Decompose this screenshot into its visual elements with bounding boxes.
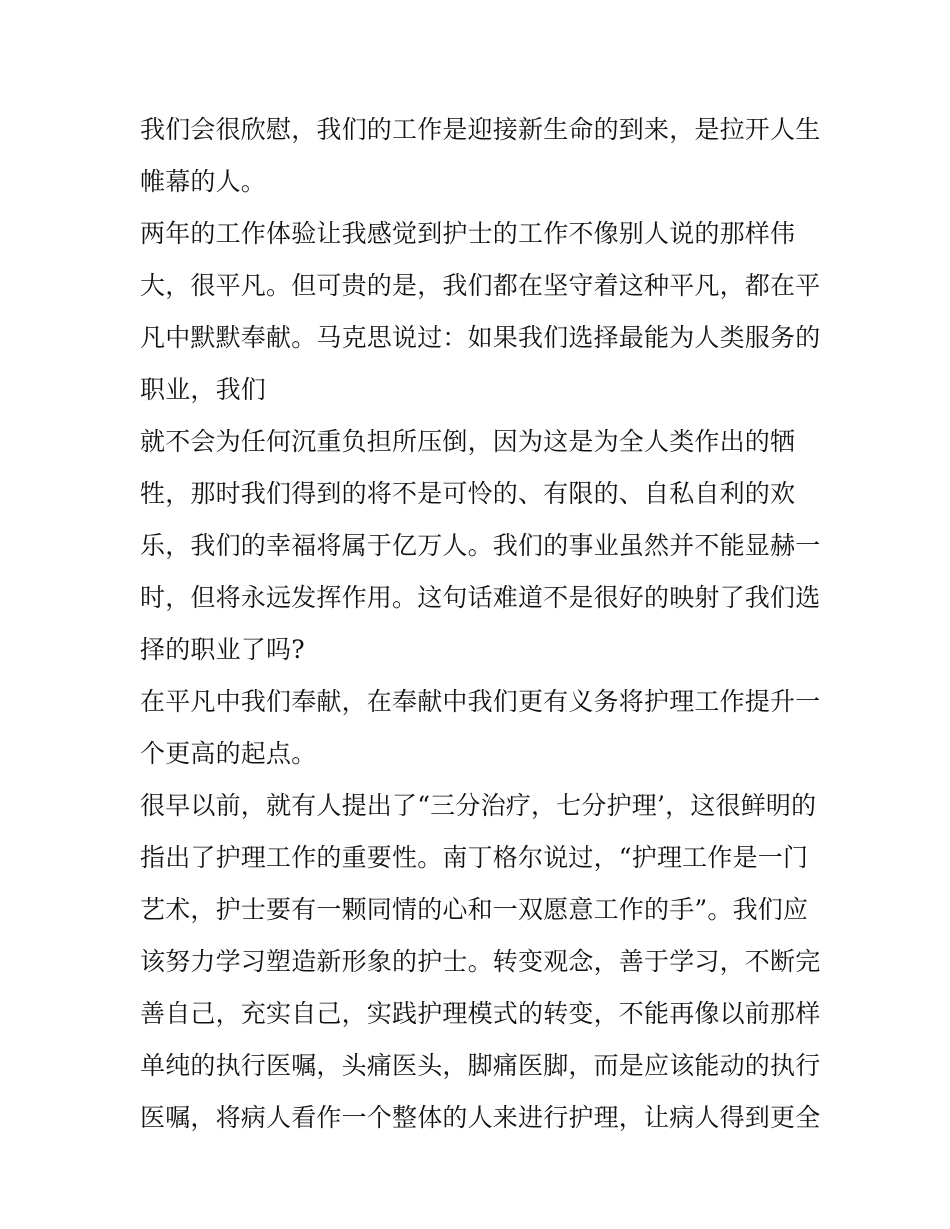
text-line: 该努力学习塑造新形象的护士。转变观念，善于学习，不断完 [140,947,821,976]
text-line: 时，但将永远发挥作用。这句话难道不是很好的映射了我们选 [140,583,821,612]
text-line: 凡中默默奉献。马克思说过：如果我们选择最能为人类服务的 [140,323,821,352]
text-line: 很早以前，就有人提出了“三分治疗，七分护理’，这很鲜明的 [140,791,817,820]
text-line: 乐，我们的幸福将属于亿万人。我们的事业虽然并不能显赫一 [140,531,821,560]
text-line: 大，很平凡。但可贵的是，我们都在坚守着这种平凡，都在平 [140,271,821,300]
text-line: 单纯的执行医嘱，头痛医头，脚痛医脚，而是应该能动的执行 [140,1051,821,1080]
text-line: 帷幕的人。 [140,167,267,196]
text-line: 艺术，护士要有一颗同情的心和一双愿意工作的手”。我们应 [140,895,809,924]
text-line: 职业，我们 [140,375,267,404]
text-line: 医嘱，将病人看作一个整体的人来进行护理，让病人得到更全 [140,1103,821,1132]
text-line: 牲，那时我们得到的将不是可怜的、有限的、自私自利的欢 [140,479,796,508]
text-line: 就不会为任何沉重负担所压倒，因为这是为全人类作出的牺 [140,427,796,456]
text-line: 我们会很欣慰，我们的工作是迎接新生命的到来，是拉开人生 [140,115,821,144]
text-body [140,104,820,1144]
text-line: 在平凡中我们奉献，在奉献中我们更有义务将护理工作提升一 [140,687,821,716]
text-line: 善自己，充实自己，实践护理模式的转变，不能再像以前那样 [140,999,821,1028]
text-line: 指出了护理工作的重要性。南丁格尔说过，“护理工作是一门 [140,843,809,872]
text-line: 两年的工作体验让我感觉到护士的工作不像别人说的那样伟 [140,219,796,248]
text-line: 个更高的起点。 [140,739,317,768]
text-line: 择的职业了吗? [140,635,305,664]
